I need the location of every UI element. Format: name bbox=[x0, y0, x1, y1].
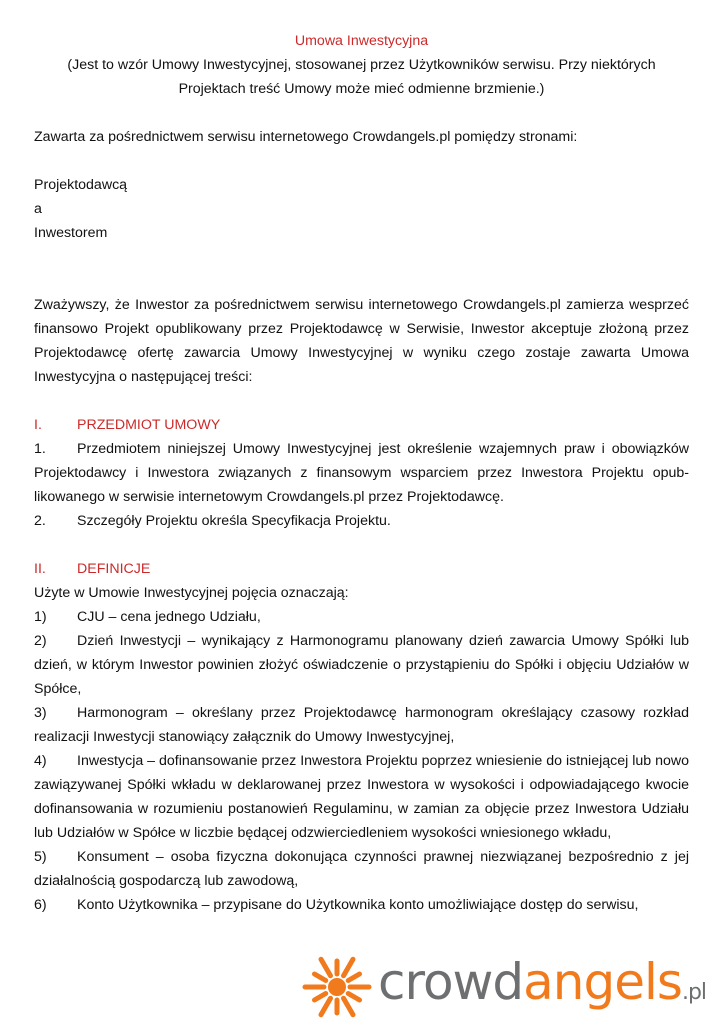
logo-ray bbox=[344, 998, 354, 1014]
list-item-number: 3) bbox=[34, 705, 47, 721]
logo-ray bbox=[321, 959, 331, 975]
list-item bbox=[34, 509, 689, 533]
list-item bbox=[34, 605, 689, 629]
logo-ray bbox=[314, 994, 325, 1001]
list-item bbox=[34, 437, 689, 509]
section-number: I. bbox=[34, 417, 42, 433]
logo-text-pl: .pl bbox=[681, 979, 707, 1005]
section-heading-subject bbox=[34, 413, 689, 437]
logo-ray bbox=[314, 974, 325, 981]
list-item-number: 1) bbox=[34, 609, 47, 625]
list-item-text: CJU – cena jednego Udziału, bbox=[77, 609, 261, 625]
list-item bbox=[34, 749, 689, 845]
section-heading-definitions bbox=[34, 557, 689, 581]
party-investor: Inwestorem bbox=[34, 225, 108, 241]
party-conjunction: a bbox=[34, 201, 42, 217]
logo-ray bbox=[344, 959, 354, 975]
logo-text-crowd: crowd bbox=[378, 952, 524, 1011]
document-page bbox=[34, 29, 689, 917]
section-title: DEFINICJE bbox=[77, 561, 151, 577]
template-note-line2: Projektach treść Umowy może mieć odmienne brzmienie.) bbox=[178, 81, 545, 97]
logo-ray bbox=[348, 994, 359, 1001]
list-item-text: Przedmiotem niniejszej Umowy Inwestycyjnej jest określenie wzajemnych praw i obowiązków Projektodawcy i Inwestora związanych z finansowym wsparciem przez Inwestora Projektu opub-likowanego w serwisie internetowym Crowdangels.pl przez Projektodawcę. bbox=[34, 441, 689, 505]
crowdangels-logo bbox=[300, 952, 720, 1022]
list-item bbox=[34, 701, 689, 749]
list-item-number: 4) bbox=[34, 753, 47, 769]
list-item bbox=[34, 629, 689, 701]
list-item-number: 2) bbox=[34, 633, 47, 649]
template-note-line1: (Jest to wzór Umowy Inwestycyjnej, stosowanej przez Użytkowników serwisu. Przy niektórych bbox=[67, 57, 656, 73]
list-item-text: Dzień Inwestycji – wynikający z Harmonogramu planowany dzień zawarcia Umowy Spółki lub dzień, w którym Inwestor powinien złożyć oświadczenie o przystąpieniu do Spółki i objęciu Udziałów w Spółce, bbox=[34, 633, 689, 697]
section-subject-items bbox=[34, 437, 689, 533]
document-title: Umowa Inwestycyjna bbox=[294, 33, 429, 49]
intro-paragraph: Zawarta za pośrednictwem serwisu internetowego Crowdangels.pl pomiędzy stronami: bbox=[34, 129, 578, 145]
list-item-text: Szczegóły Projektu określa Specyfikacja Projektu. bbox=[77, 513, 391, 529]
list-item-number: 5) bbox=[34, 849, 47, 865]
logo-wordmark bbox=[378, 952, 706, 1023]
logo-text-angels: angels bbox=[523, 952, 682, 1011]
section-definitions-items bbox=[34, 605, 689, 917]
list-item-number: 2. bbox=[34, 513, 46, 529]
list-item bbox=[34, 845, 689, 893]
list-item bbox=[34, 893, 689, 917]
list-item-number: 6) bbox=[34, 897, 47, 913]
section-number: II. bbox=[34, 561, 46, 577]
list-item-text: Inwestycja – dofinansowanie przez Inwestora Projektu poprzez wniesienie do istniejącej lub nowo zawiązywanej Spółki wkładu w deklarowanej przez Inwestora w wysokości i odpowiadającego kwocie dofinansowania w rozumieniu postanowień Regulaminu, w zamian za objęcie przez Inwestora Udziału lub Udziałów w Spółce w liczbie będącej odzwierciedleniem wysokości wniesionego wkładu, bbox=[34, 753, 689, 841]
section-title: PRZEDMIOT UMOWY bbox=[77, 417, 221, 433]
whereas-paragraph: Zważywszy, że Inwestor za pośrednictwem serwisu internetowego Crowdangels.pl zamierza wesprzeć finansowo Projekt opublikowany przez Projektodawcę w Serwisie, Inwestor akceptuje złożoną przez Projektodawcę ofertę zawarcia Umowy Inwestycyjnej w wyniku czego zostaje zawarta Umowa Inwestycyjna o następującej treści: bbox=[34, 297, 689, 385]
party-project-owner: Projektodawcą bbox=[34, 177, 128, 193]
logo-ray bbox=[348, 974, 359, 981]
list-item-text: Konsument – osoba fizyczna dokonująca czynności prawnej niezwiązanej bezpośrednio z jej działalnością gospodarczą lub zawodową, bbox=[34, 849, 689, 889]
definitions-lead: Użyte w Umowie Inwestycyjnej pojęcia oznaczają: bbox=[34, 585, 349, 601]
list-item-text: Harmonogram – określany przez Projektodawcę harmonogram określający czasowy rozkład realizacji Inwestycji stanowiący załącznik do Umowy Inwestycyjnej, bbox=[34, 705, 689, 745]
list-item-text: Konto Użytkownika – przypisane do Użytkownika konto umożliwiające dostęp do serwisu, bbox=[77, 897, 639, 913]
logo-ray bbox=[321, 998, 331, 1014]
list-item-number: 1. bbox=[34, 441, 46, 457]
sunburst-logo-icon bbox=[300, 952, 374, 1022]
